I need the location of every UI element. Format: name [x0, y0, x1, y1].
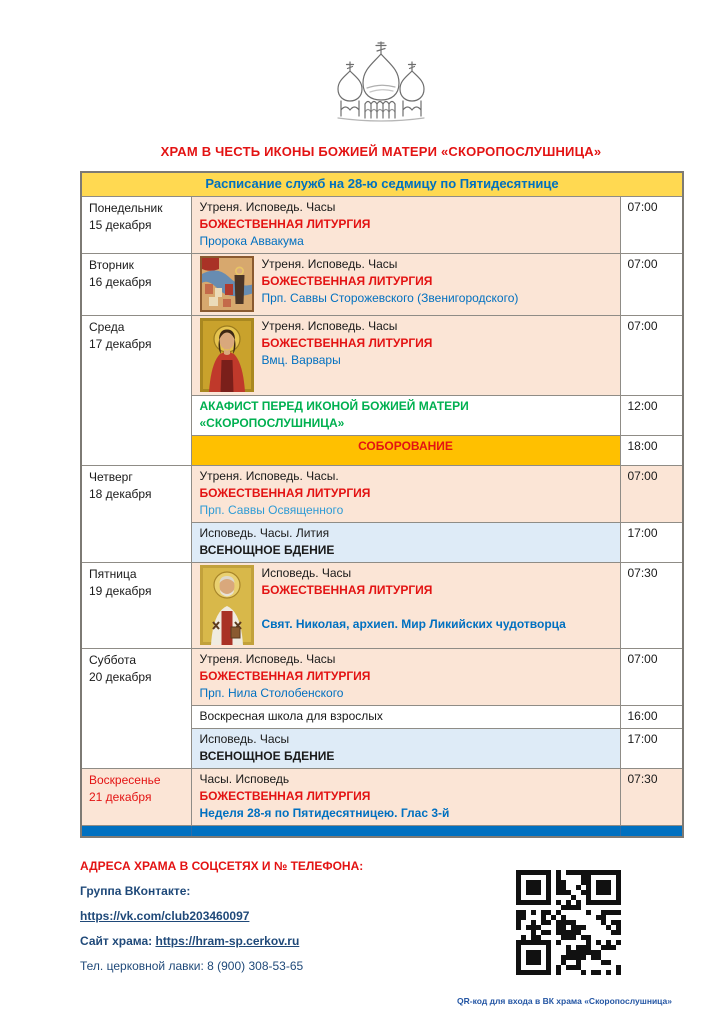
page-title: ХРАМ В ЧЕСТЬ ИКОНЫ БОЖИЕЙ МАТЕРИ «СКОРОПОСЛУШНИЦА» — [160, 144, 602, 159]
vk-label: Группа ВКонтакте: — [80, 884, 191, 898]
service-line: БОЖЕСТВЕННАЯ ЛИТУРГИЯ — [199, 485, 371, 500]
service-line: АКАФИСТ ПЕРЕД ИКОНОЙ БОЖИЕЙ МАТЕРИ — [199, 398, 469, 413]
service-line: БОЖЕСТВЕННАЯ ЛИТУРГИЯ — [261, 582, 433, 597]
service-line: Утреня. Исповедь. Часы — [199, 199, 336, 214]
service-line: Пророка Аввакума — [199, 233, 304, 248]
contacts-block — [80, 860, 447, 1006]
service-line — [262, 599, 612, 616]
service-line: ВСЕНОЩНОЕ БДЕНИЕ — [199, 748, 335, 763]
time-cell: 18:00 — [620, 435, 683, 465]
schedule-row — [81, 648, 683, 705]
service-line: Утреня. Исповедь. Часы. — [199, 468, 339, 483]
day-cell — [81, 315, 191, 465]
time-cell: 07:30 — [620, 768, 683, 825]
service-line: Часы. Исповедь — [199, 771, 290, 786]
service-line: Исповедь. Часы — [199, 731, 290, 746]
schedule-header-row — [81, 172, 683, 196]
day-name: Среда — [89, 319, 125, 334]
savva-storozhevsky-icon — [200, 256, 254, 312]
qr-block — [447, 860, 682, 1006]
service-cell — [191, 395, 620, 435]
service-line: БОЖЕСТВЕННАЯ ЛИТУРГИЯ — [199, 788, 371, 803]
schedule-title: Расписание служб на 28-ю седмицу по Пятидесятнице — [81, 172, 683, 196]
time-cell: 07:00 — [620, 315, 683, 395]
church-logo — [80, 38, 682, 130]
service-line: Исповедь. Часы. Лития — [199, 525, 330, 540]
time-cell: 07:30 — [620, 562, 683, 648]
day-date: 17 декабря — [89, 336, 152, 351]
vk-link[interactable]: https://vk.com/club203460097 — [80, 909, 250, 923]
service-line: Исповедь. Часы — [261, 565, 352, 580]
service-line: СОБОРОВАНИЕ — [358, 438, 453, 453]
bottom-bar-segment — [620, 825, 683, 837]
service-line: Прп. Саввы Освященного — [199, 502, 344, 517]
day-date: 21 декабря — [89, 789, 152, 804]
church-domes-icon — [325, 38, 437, 126]
service-cell — [191, 705, 620, 728]
day-name: Пятница — [89, 566, 137, 581]
day-cell — [81, 648, 191, 768]
service-line: БОЖЕСТВЕННАЯ ЛИТУРГИЯ — [199, 216, 371, 231]
service-line: «СКОРОПОСЛУШНИЦА» — [199, 415, 345, 430]
service-line: БОЖЕСТВЕННАЯ ЛИТУРГИЯ — [261, 335, 433, 350]
service-cell — [191, 768, 620, 825]
site-link[interactable]: https://hram-sp.cerkov.ru — [155, 934, 300, 948]
day-date: 15 декабря — [89, 217, 152, 232]
service-cell — [191, 196, 620, 253]
service-line: ВСЕНОЩНОЕ БДЕНИЕ — [199, 542, 335, 557]
qr-caption: QR-код для входа в ВК храма «Скоропослушница» — [457, 996, 672, 1006]
day-date: 16 декабря — [89, 274, 152, 289]
bottom-bar-segment — [191, 825, 620, 837]
footer — [80, 860, 682, 1006]
service-line: Утреня. Исповедь. Часы — [261, 318, 398, 333]
service-line: Утреня. Исповедь. Часы — [199, 651, 336, 666]
service-cell — [191, 648, 620, 705]
time-cell: 17:00 — [620, 522, 683, 562]
day-cell — [81, 253, 191, 315]
service-line: Утреня. Исповедь. Часы — [261, 256, 398, 271]
service-line: Неделя 28-я по Пятидесятницею. Глас 3-й — [199, 805, 450, 820]
service-line: Прп. Нила Столобенского — [199, 685, 344, 700]
service-line: БОЖЕСТВЕННАЯ ЛИТУРГИЯ — [261, 273, 433, 288]
service-line: Прп. Саввы Сторожевского (Звенигородского) — [261, 290, 519, 305]
nicholas-icon — [200, 565, 254, 645]
day-name: Понедельник — [89, 200, 163, 215]
service-cell — [191, 465, 620, 522]
time-cell: 07:00 — [620, 253, 683, 315]
service-line: Вмц. Варвары — [261, 352, 341, 367]
time-cell: 16:00 — [620, 705, 683, 728]
day-cell — [81, 768, 191, 825]
service-cell — [191, 315, 620, 395]
time-cell: 07:00 — [620, 648, 683, 705]
schedule-row — [81, 253, 683, 315]
table-bottom-bar — [81, 825, 683, 837]
service-cell — [191, 522, 620, 562]
time-cell: 17:00 — [620, 728, 683, 768]
time-cell: 07:00 — [620, 465, 683, 522]
day-name: Воскресенье — [89, 772, 161, 787]
service-cell — [191, 253, 620, 315]
day-cell — [81, 465, 191, 562]
site-label: Сайт храма: — [80, 934, 153, 948]
service-line: БОЖЕСТВЕННАЯ ЛИТУРГИЯ — [199, 668, 371, 683]
day-cell — [81, 196, 191, 253]
schedule-row — [81, 768, 683, 825]
service-cell — [191, 562, 620, 648]
service-cell — [191, 728, 620, 768]
varvara-icon — [200, 318, 254, 392]
day-name: Вторник — [89, 257, 134, 272]
service-line: Свят. Николая, архиеп. Мир Ликийских чудотворца — [261, 616, 566, 631]
time-cell: 07:00 — [620, 196, 683, 253]
schedule-row — [81, 562, 683, 648]
time-cell: 12:00 — [620, 395, 683, 435]
day-cell — [81, 562, 191, 648]
day-date: 18 декабря — [89, 486, 152, 501]
contacts-heading: АДРЕСА ХРАМА В СОЦСЕТЯХ И № ТЕЛЕФОНА: — [80, 859, 364, 873]
phone-text: Тел. церковной лавки: 8 (900) 308-53-65 — [80, 959, 304, 973]
day-name: Суббота — [89, 652, 136, 667]
day-name: Четверг — [89, 469, 133, 484]
bottom-bar-segment — [81, 825, 191, 837]
schedule-row — [81, 465, 683, 522]
schedule-row — [81, 196, 683, 253]
qr-code-icon — [506, 860, 631, 985]
service-cell — [191, 435, 620, 465]
schedule-row — [81, 315, 683, 395]
service-line: Воскресная школа для взрослых — [199, 708, 383, 723]
schedule-table — [80, 171, 684, 838]
day-date: 19 декабря — [89, 583, 152, 598]
day-date: 20 декабря — [89, 669, 152, 684]
